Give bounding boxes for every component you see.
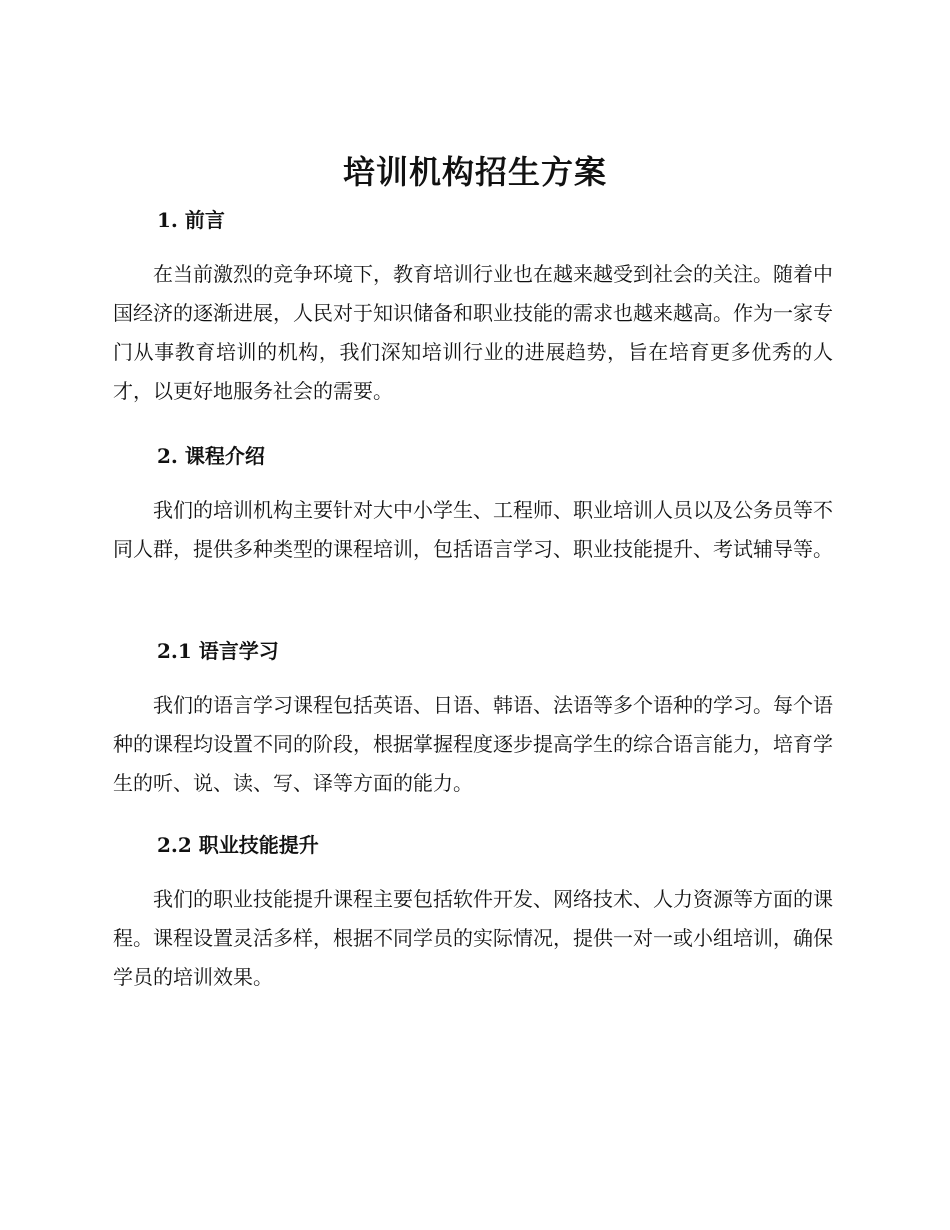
section-body-course-intro: 我们的培训机构主要针对大中小学生、工程师、职业培训人员以及公务员等不同人群，提供多种类型的课程培训，包括语言学习、职业技能提升、考试辅导等。 <box>113 498 833 561</box>
section-heading-vocational-skills: 2.2 职业技能提升 <box>157 833 319 857</box>
section-heading-language-learning: 2.1 语言学习 <box>157 639 279 663</box>
document-title: 培训机构招生方案 <box>342 153 607 191</box>
section-body-preface: 在当前激烈的竞争环境下，教育培训行业也在越来越受到社会的关注。随着中国经济的逐渐进展，人民对于知识储备和职业技能的需求也越来越高。作为一家专门从事教育培训的机构，我们深知培训行业的进展趋势，旨在培育更多优秀的人才，以更好地服务社会的需要。 <box>113 262 833 403</box>
section-heading-preface: 1. 前言 <box>157 208 225 232</box>
section-body-vocational-skills: 我们的职业技能提升课程主要包括软件开发、网络技术、人力资源等方面的课程。课程设置灵活多样，根据不同学员的实际情况，提供一对一或小组培训，确保学员的培训效果。 <box>113 887 833 989</box>
section-heading-course-intro: 2. 课程介绍 <box>157 444 265 468</box>
section-body-language-learning: 我们的语言学习课程包括英语、日语、韩语、法语等多个语种的学习。每个语种的课程均设置不同的阶段，根据掌握程度逐步提高学生的综合语言能力，培育学生的听、说、读、写、译等方面的能力。 <box>113 693 833 795</box>
